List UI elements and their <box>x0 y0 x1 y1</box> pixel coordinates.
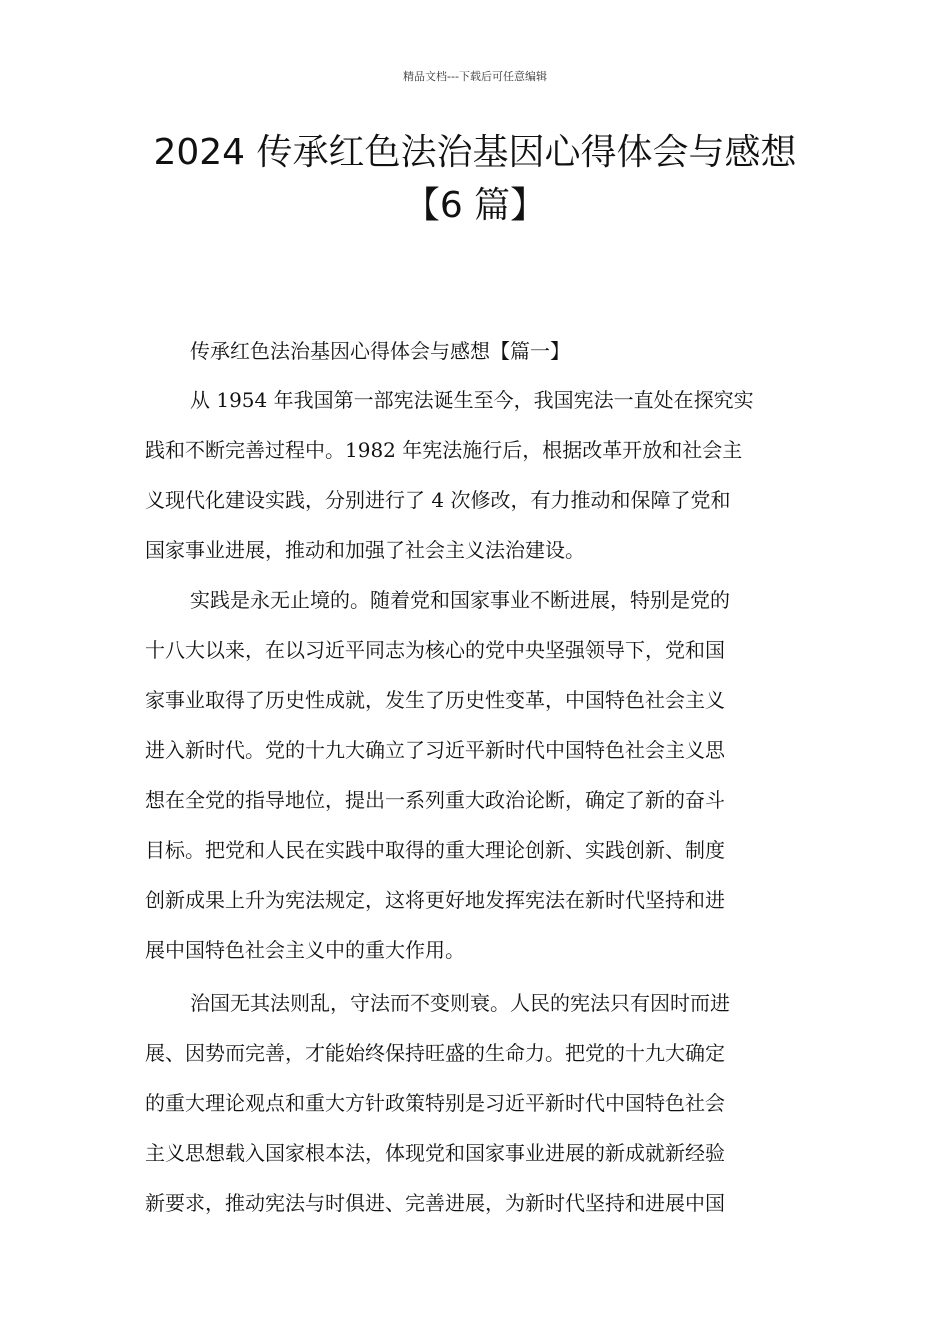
paragraph-line: 目标。把党和人民在实践中取得的重大理论创新、实践创新、制度 <box>145 838 725 862</box>
paragraph-line: 义现代化建设实践，分别进行了 4 次修改，有力推动和保障了党和 <box>145 488 731 512</box>
section-heading: 传承红色法治基因心得体会与感想【篇一】 <box>190 339 570 363</box>
paragraph <box>145 375 810 575</box>
header-note: 精品文档---下载后可任意编辑 <box>403 70 547 83</box>
paragraph <box>145 575 810 975</box>
paragraph-line: 的重大理论观点和重大方针政策特别是习近平新时代中国特色社会 <box>145 1091 725 1115</box>
paragraph-line: 实践是永无止境的。随着党和国家事业不断进展，特别是党的 <box>190 588 730 612</box>
paragraph-line: 国家事业进展，推动和加强了社会主义法治建设。 <box>145 538 585 562</box>
document-body <box>145 327 810 1228</box>
paragraph-line: 十八大以来，在以习近平同志为核心的党中央坚强领导下，党和国 <box>145 638 725 662</box>
paragraph-line: 从 1954 年我国第一部宪法诞生至今，我国宪法一直处在探究实 <box>190 388 754 412</box>
paragraph-line: 践和不断完善过程中。1982 年宪法施行后，根据改革开放和社会主 <box>145 438 743 462</box>
document-title <box>100 126 850 232</box>
paragraph-line: 主义思想载入国家根本法，体现党和国家事业进展的新成就新经验 <box>145 1141 725 1165</box>
paragraph-line: 展、因势而完善，才能始终保持旺盛的生命力。把党的十九大确定 <box>145 1041 725 1065</box>
paragraph-line: 想在全党的指导地位，提出一系列重大政治论断，确定了新的奋斗 <box>145 788 725 812</box>
paragraph-line: 创新成果上升为宪法规定，这将更好地发挥宪法在新时代坚持和进 <box>145 888 725 912</box>
paragraph-line: 家事业取得了历史性成就，发生了历史性变革，中国特色社会主义 <box>145 688 725 712</box>
paragraph-line: 新要求，推动宪法与时俱进、完善进展，为新时代坚持和进展中国 <box>145 1191 725 1215</box>
paragraph-line: 治国无其法则乱，守法而不变则衰。人民的宪法只有因时而进 <box>190 991 730 1015</box>
document-title-line-1: 2024 传承红色法治基因心得体会与感想 <box>153 132 797 173</box>
document-title-line-2: 【6 篇】 <box>403 185 547 226</box>
paragraph-line: 展中国特色社会主义中的重大作用。 <box>145 938 465 962</box>
paragraph-line: 进入新时代。党的十九大确立了习近平新时代中国特色社会主义思 <box>145 738 725 762</box>
paragraph <box>145 978 810 1228</box>
